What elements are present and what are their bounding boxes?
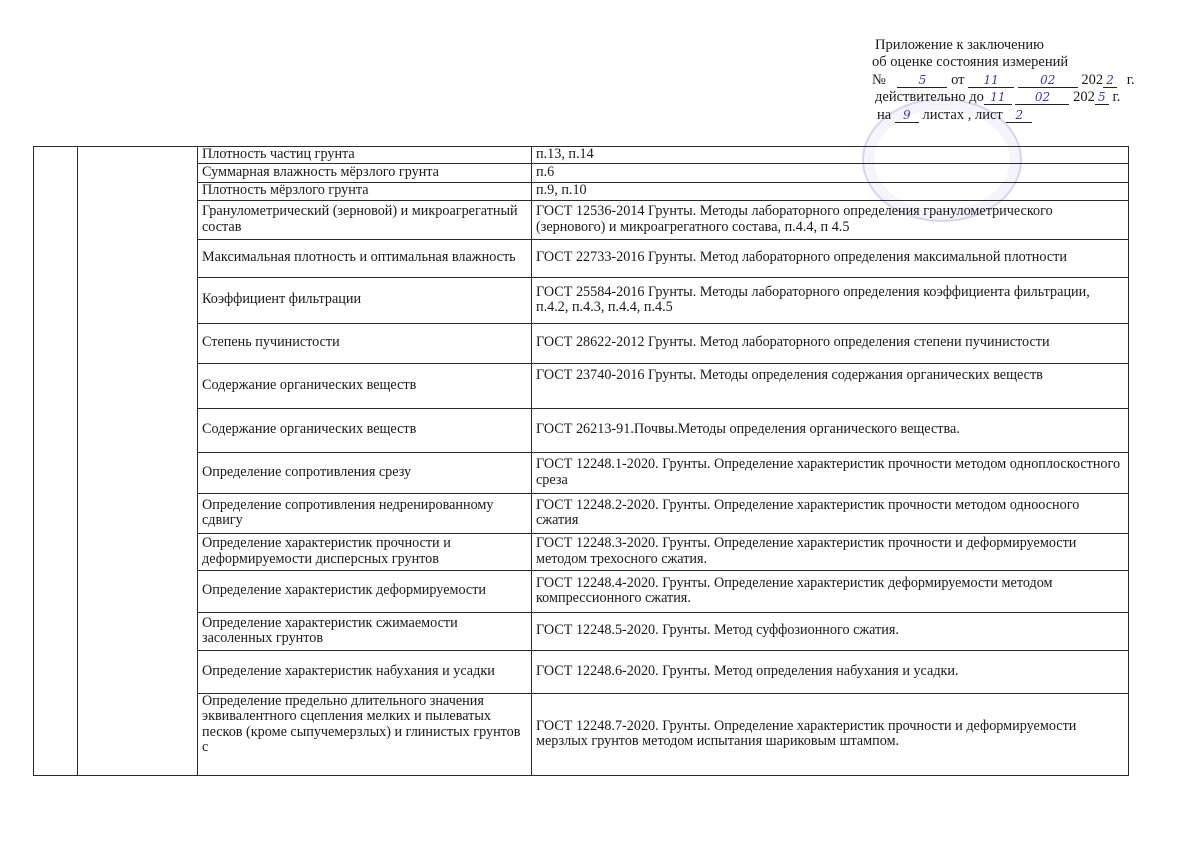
appendix-header	[872, 37, 1135, 124]
method-cell: ГОСТ 12248.4-2020. Грунты. Определение характеристик деформируемости методом компрессионного сжатия.	[532, 570, 1129, 612]
characteristic-cell: Определение характеристик набухания и усадки	[198, 650, 532, 693]
column-number-cell	[34, 147, 78, 776]
method-cell: ГОСТ 22733-2016 Грунты. Метод лабораторного определения максимальной плотности	[532, 239, 1129, 277]
method-cell: ГОСТ 12248.5-2020. Грунты. Метод суффозионного сжатия.	[532, 612, 1129, 650]
method-cell: ГОСТ 12248.1-2020. Грунты. Определение характеристик прочности методом одноплоскостного среза	[532, 452, 1129, 493]
appendix-number-line: № 5 от 11 02 202 2 г.	[872, 71, 1135, 88]
method-cell: ГОСТ 12248.3-2020. Грунты. Определение характеристик прочности и деформируемости методом трехосного сжатия.	[532, 533, 1129, 570]
method-cell: п.9, п.10	[532, 182, 1129, 200]
method-cell: ГОСТ 26213-91.Почвы.Методы определения органического вещества.	[532, 408, 1129, 452]
characteristic-cell: Определение характеристик сжимаемости засоленных грунтов	[198, 612, 532, 650]
method-cell: ГОСТ 12536-2014 Грунты. Методы лабораторного определения гранулометрического (зернового) и микроагрегатного состава, п.4.4, п 4.5	[532, 200, 1129, 239]
appendix-valid-line: действительно до 11 02 202 5 г.	[875, 89, 1121, 106]
handwritten-valid-month: 02	[1015, 90, 1069, 105]
table-row	[34, 612, 1129, 650]
characteristic-cell: Определение характеристик деформируемости	[198, 570, 532, 612]
method-cell: ГОСТ 23740-2016 Грунты. Методы определения содержания органических веществ	[532, 363, 1129, 408]
method-cell: п.13, п.14	[532, 147, 1129, 164]
handwritten-number: 5	[897, 73, 947, 88]
method-cell: ГОСТ 12248.2-2020. Грунты. Определение характеристик прочности методом одноосного сжатия	[532, 493, 1129, 533]
table-row	[34, 147, 1129, 164]
characteristic-cell: Коэффициент фильтрации	[198, 277, 532, 323]
characteristic-cell: Гранулометрический (зерновой) и микроагрегатный состав	[198, 200, 532, 239]
characteristic-cell: Суммарная влажность мёрзлого грунта	[198, 163, 532, 182]
handwritten-sheets-count: 9	[895, 108, 919, 123]
characteristic-cell: Определение характеристик прочности и деформируемости дисперсных грунтов	[198, 533, 532, 570]
table-row	[34, 570, 1129, 612]
characteristic-cell: Степень пучинистости	[198, 323, 532, 363]
handwritten-day: 11	[968, 73, 1014, 88]
method-cell: ГОСТ 12248.7-2020. Грунты. Определение характеристик прочности и деформируемости мерзлых грунтов методом испытания шариковым штампом.	[532, 693, 1129, 775]
characteristic-cell: Максимальная плотность и оптимальная влажность	[198, 239, 532, 277]
handwritten-sheet-number: 2	[1006, 108, 1032, 123]
handwritten-month: 02	[1018, 73, 1078, 88]
methods-table	[33, 146, 1129, 776]
table-row	[34, 182, 1129, 200]
method-cell: п.6	[532, 163, 1129, 182]
table-row	[34, 239, 1129, 277]
characteristic-cell: Определение сопротивления недренированному сдвигу	[198, 493, 532, 533]
characteristic-cell: Содержание органических веществ	[198, 363, 532, 408]
handwritten-year: 2	[1103, 73, 1117, 88]
table-row	[34, 323, 1129, 363]
table-row	[34, 452, 1129, 493]
table-row	[34, 693, 1129, 775]
table-row	[34, 650, 1129, 693]
appendix-subtitle: об оценке состояния измерений	[872, 54, 1069, 71]
table-row	[34, 163, 1129, 182]
characteristic-cell: Плотность частиц грунта	[198, 147, 532, 164]
method-cell: ГОСТ 25584-2016 Грунты. Методы лабораторного определения коэффициента фильтрации, п.4.2, п.4.3, п.4.4, п.4.5	[532, 277, 1129, 323]
table-row	[34, 533, 1129, 570]
appendix-title: Приложение к заключению	[875, 37, 1044, 53]
table-row	[34, 493, 1129, 533]
table-row	[34, 408, 1129, 452]
table-row	[34, 277, 1129, 323]
table-row	[34, 200, 1129, 239]
characteristic-cell: Содержание органических веществ	[198, 408, 532, 452]
handwritten-valid-year: 5	[1095, 90, 1109, 105]
method-cell: ГОСТ 12248.6-2020. Грунты. Метод определения набухания и усадки.	[532, 650, 1129, 693]
appendix-sheets-line: на 9 листах , лист 2	[872, 107, 1135, 124]
characteristic-cell: Определение сопротивления срезу	[198, 452, 532, 493]
characteristic-cell: Плотность мёрзлого грунта	[198, 182, 532, 200]
characteristic-cell: Определение предельно длительного значения эквивалентного сцепления мелких и пылеватых песков (кроме сыпучемерзлых) и глинистых грунтов с	[198, 693, 532, 775]
handwritten-valid-day: 11	[984, 90, 1012, 105]
table-row	[34, 363, 1129, 408]
column-object-cell	[78, 147, 198, 776]
method-cell: ГОСТ 28622-2012 Грунты. Метод лабораторного определения степени пучинистости	[532, 323, 1129, 363]
